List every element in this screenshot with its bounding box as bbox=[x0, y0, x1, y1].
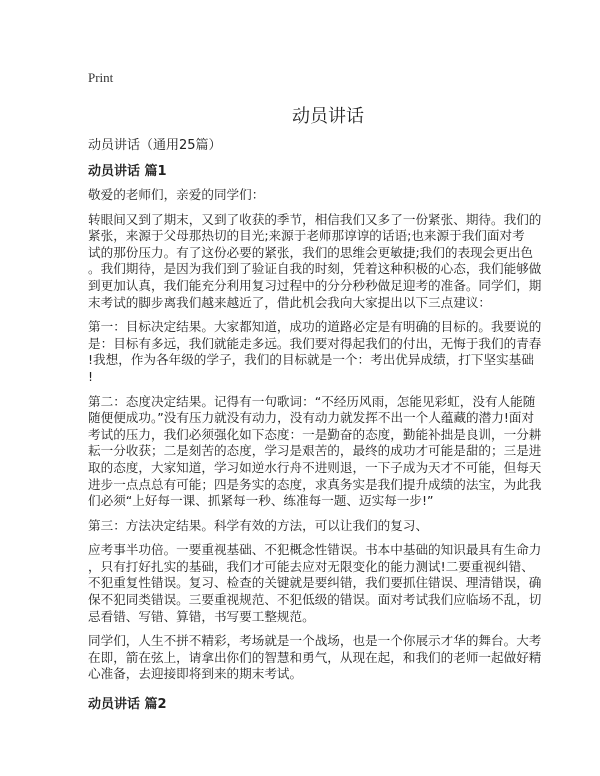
paragraph-line: 进步一点点总有可能；四是务实的态度，求真务实是我们提升成绩的法宝，为此我 bbox=[88, 476, 542, 492]
paragraph-line: 忌看错、写错、算错，书写要工整规范。 bbox=[88, 608, 315, 624]
paragraph-line: 。我们期待，是因为我们到了验证自我的时刻，凭着这种积极的心态，我们能够做 bbox=[88, 261, 542, 277]
paragraph bbox=[88, 211, 542, 312]
paragraph-line: 耘一分收获；二是刻苦的态度，学习是艰苦的，最终的成功才可能是甜的；三是进 bbox=[88, 443, 542, 459]
greeting: 敬爱的老师们，亲爱的同学们： bbox=[88, 187, 265, 202]
paragraph-line: 保不犯同类错误。三要重视规范、不犯低级的错误。面对考试我们应临场不乱，切 bbox=[88, 592, 542, 608]
paragraph-line: 心准备，去迎接即将到来的期末考试。 bbox=[88, 666, 303, 682]
paragraph-line: !我想，作为各年级的学子，我们的目标就是一个：考出优异成绩，打下坚实基础 bbox=[88, 352, 534, 368]
paragraph-line: 随便便成功。”没有压力就没有动力，没有动力就发挥不出一个人蕴藏的潜力!面对 bbox=[88, 410, 535, 426]
paragraph-line: 紧张，来源于父母那热切的目光;来源于老师那谆谆的话语;也来源于我们面对考 bbox=[88, 228, 525, 244]
paragraph-line: 第三：方法决定结果。科学有效的方法，可以让我们的复习、 bbox=[88, 517, 429, 533]
paragraph-line: 试的那份压力。有了这份必要的紧张，我们的思维会更敏捷;我们的表现会更出色 bbox=[88, 244, 534, 260]
document-page bbox=[88, 70, 542, 713]
paragraph-line: 们必须“上好每一课、抓紧每一秒、练准每一题、迈实每一步!” bbox=[88, 493, 434, 509]
print-label[interactable]: Print bbox=[88, 70, 114, 85]
paragraph bbox=[88, 633, 542, 683]
section-heading-2: 动员讲话 篇2 bbox=[88, 697, 167, 713]
paragraph-line: 到更加认真，我们能充分利用复习过程中的分分秒秒做足迎考的准备。同学们，期 bbox=[88, 277, 542, 293]
paragraph-line: ，只有打好扎实的基础，我们才可能去应对无限变化的能力测试!二要重视纠错、 bbox=[88, 558, 534, 574]
paragraph-line: 末考试的脚步离我们越来越近了，借此机会我向大家提出以下三点建议： bbox=[88, 294, 491, 310]
paragraph bbox=[88, 542, 542, 625]
paragraph-line: 第二：态度决定结果。记得有一句歌词：“不经历风雨，怎能见彩虹，没有人能随 bbox=[88, 393, 536, 409]
paragraph-line: 考试的压力，我们必须强化如下态度：一是勤奋的态度，勤能补拙是良训，一分耕 bbox=[88, 426, 542, 442]
paragraph-line: 应考事半功倍。一要重视基础、不犯概念性错误。书本中基础的知识最具有生命力 bbox=[88, 542, 542, 558]
paragraph bbox=[88, 393, 542, 510]
paragraph-line: 转眼间又到了期末，又到了收获的季节，相信我们又多了一份紧张、期待。我们的 bbox=[88, 211, 542, 227]
section-heading-1: 动员讲话 篇1 bbox=[88, 164, 167, 179]
paragraph-line: 取的态度，大家知道，学习如逆水行舟不进则退，一下子成为天才不可能，但每天 bbox=[88, 459, 542, 475]
paragraph-line: 不犯重复性错误。复习、检查的关键就是要纠错，我们要抓住错误、理清错误，确 bbox=[88, 575, 542, 591]
paragraph bbox=[88, 518, 528, 535]
paragraph-line: 同学们，人生不拼不精彩，考场就是一个战场，也是一个你展示才华的舞台。大考 bbox=[88, 633, 542, 649]
paragraph-line: ! bbox=[88, 368, 94, 384]
document-title: 动员讲话 bbox=[292, 106, 364, 127]
section-1-body bbox=[88, 211, 542, 683]
paragraph-line: 第一：目标决定结果。大家都知道，成功的道路必定是有明确的目标的。我要说的 bbox=[88, 319, 542, 335]
paragraph-line: 是：目标有多远，我们就能走多远。我们要对得起我们的付出，无悔于我们的青春 bbox=[88, 335, 542, 351]
paragraph-line: 在即，箭在弦上，请拿出你们的智慧和勇气，从现在起，和我们的老师一起做好精 bbox=[88, 649, 542, 665]
document-subtitle: 动员讲话（通用25篇） bbox=[88, 138, 222, 153]
paragraph bbox=[88, 319, 542, 385]
